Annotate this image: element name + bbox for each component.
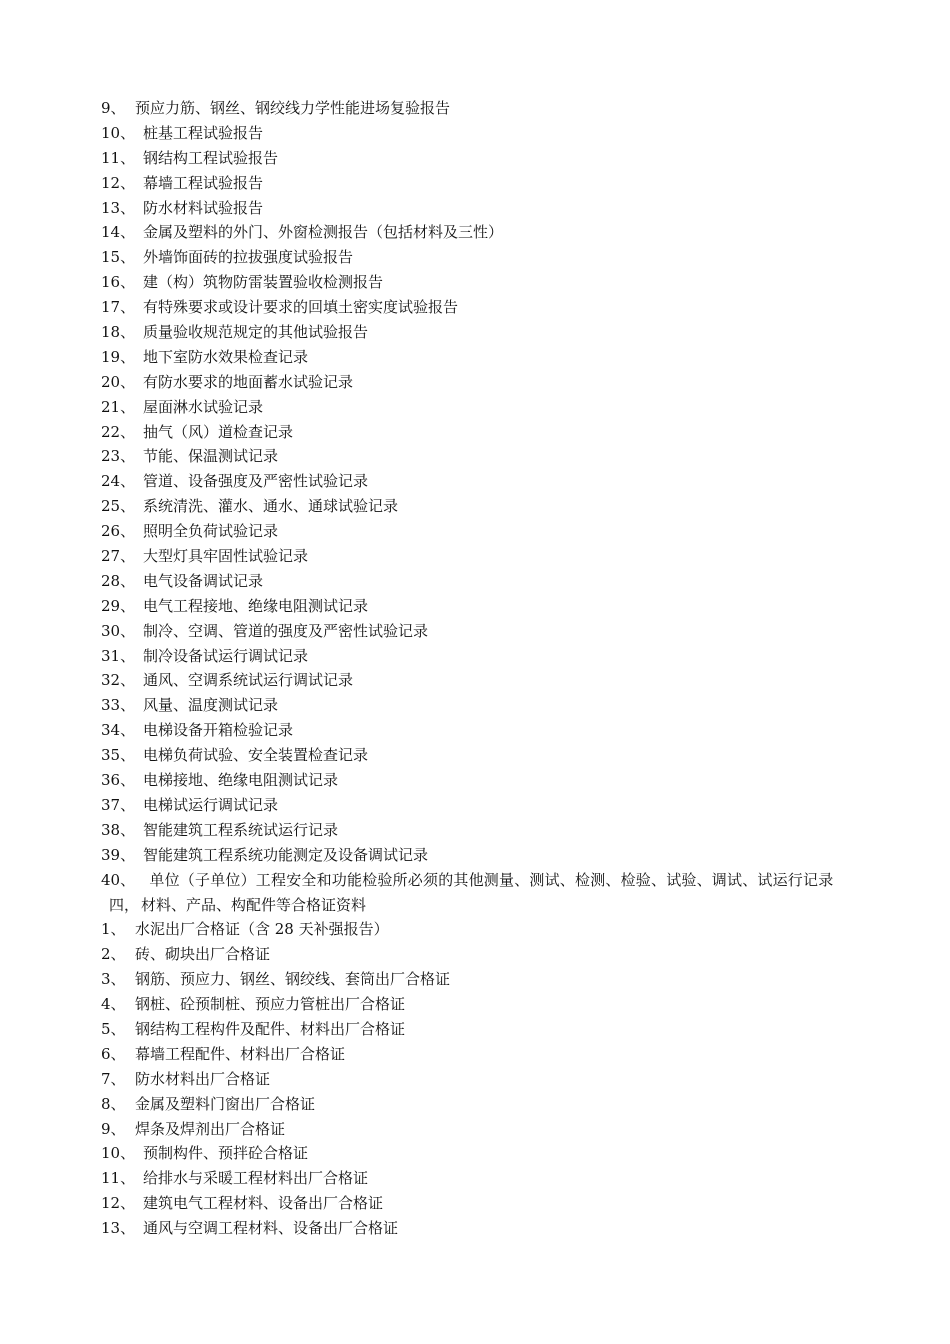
section-title: 材料、产品、构配件等合格证资料 [141,895,367,914]
item-number: 38、 [101,820,136,839]
item-number: 4、 [101,995,126,1014]
item-number: 32、 [101,671,136,690]
list-item [101,1166,861,1191]
item-text: 制冷设备试运行调试记录 [143,646,309,665]
list-item [101,1191,861,1216]
item-text: 防水材料出厂合格证 [135,1069,271,1088]
list-item [101,644,861,669]
item-number: 40、 [101,870,136,889]
item-text: 防水材料试验报告 [143,198,264,217]
item-text: 金属及塑料门窗出厂合格证 [135,1094,316,1113]
list-item [101,967,861,992]
item-text: 水泥出厂合格证（含 28 天补强报告） [135,920,389,939]
item-text: 金属及塑料的外门、外窗检测报告（包括材料及三性） [143,223,504,242]
list-item [101,320,861,345]
item-number: 2、 [101,945,126,964]
item-text: 抽气（风）道检查记录 [143,422,294,441]
item-text: 钢筋、预应力、钢丝、钢绞线、套筒出厂合格证 [135,970,451,989]
item-text: 照明全负荷试验记录 [143,522,279,541]
test-records-list [101,96,861,868]
item-number: 12、 [101,173,136,192]
item-text: 通风与空调工程材料、设备出厂合格证 [143,1219,399,1238]
item-number: 22、 [101,422,136,441]
list-item [101,818,861,843]
list-item [101,420,861,445]
item-number: 24、 [101,472,136,491]
item-text: 外墙饰面砖的拉拔强度试验报告 [143,248,354,267]
list-item [101,295,861,320]
list-item [101,793,861,818]
item-number: 31、 [101,646,136,665]
list-item [101,1067,861,1092]
list-item [101,594,861,619]
item-text: 预制构件、预拌砼合格证 [143,1144,309,1163]
list-item [101,1092,861,1117]
item-number: 20、 [101,372,136,391]
item-number: 9、 [101,1119,126,1138]
item-number: 15、 [101,248,136,267]
item-text: 幕墙工程试验报告 [143,173,264,192]
certificates-list [101,917,861,1241]
list-item [101,917,861,942]
list-item [101,718,861,743]
list-item [101,1042,861,1067]
item-number: 16、 [101,273,136,292]
item-number: 29、 [101,596,136,615]
item-number: 26、 [101,522,136,541]
item-number: 23、 [101,447,136,466]
item-text: 制冷、空调、管道的强度及严密性试验记录 [143,621,429,640]
item-text: 钢结构工程试验报告 [143,148,279,167]
list-item [101,619,861,644]
item-text: 焊条及焊剂出厂合格证 [135,1119,286,1138]
item-number: 14、 [101,223,136,242]
item-number: 8、 [101,1094,126,1113]
item-number: 1、 [101,920,126,939]
item-text: 电梯试运行调试记录 [143,795,279,814]
list-item [101,171,861,196]
list-item [101,544,861,569]
item-number: 6、 [101,1044,126,1063]
item-text: 大型灯具牢固性试验记录 [143,547,309,566]
item-number: 19、 [101,347,136,366]
item-number: 11、 [101,1169,136,1188]
item-text: 通风、空调系统试运行调试记录 [143,671,354,690]
item-text: 有防水要求的地面蓄水试验记录 [143,372,354,391]
list-item [101,395,861,420]
item-number: 3、 [101,970,126,989]
list-item [101,693,861,718]
item-text: 电梯负荷试验、安全装置检查记录 [143,746,369,765]
list-item [101,444,861,469]
item-number: 27、 [101,547,136,566]
item-text: 电气设备调试记录 [143,571,264,590]
list-item [101,196,861,221]
list-item [101,569,861,594]
item-number: 28、 [101,571,136,590]
list-item [101,220,861,245]
list-item [101,494,861,519]
item-number: 18、 [101,323,136,342]
item-text: 质量验收规范规定的其他试验报告 [143,323,369,342]
item-text: 屋面淋水试验记录 [143,397,264,416]
item-text: 钢结构工程构件及配件、材料出厂合格证 [135,1019,406,1038]
item-text: 桩基工程试验报告 [143,123,264,142]
item-number: 34、 [101,721,136,740]
item-text: 钢桩、砼预制桩、预应力管桩出厂合格证 [135,995,406,1014]
item-text: 建筑电气工程材料、设备出厂合格证 [143,1194,384,1213]
list-item-40 [101,868,861,893]
list-item [101,768,861,793]
item-text: 有特殊要求或设计要求的回填土密实度试验报告 [143,298,459,317]
list-item [101,370,861,395]
item-number: 17、 [101,298,136,317]
item-text: 节能、保温测试记录 [143,447,279,466]
item-number: 5、 [101,1019,126,1038]
list-item [101,146,861,171]
item-number: 12、 [101,1194,136,1213]
list-item [101,1017,861,1042]
item-text: 单位（子单位）工程安全和功能检验所必须的其他测量、测试、检测、检验、试验、调试、试运行记录 [149,870,834,889]
list-item [101,942,861,967]
list-item [101,992,861,1017]
item-number: 36、 [101,771,136,790]
item-text: 建（构）筑物防雷装置验收检测报告 [143,273,384,292]
item-number: 33、 [101,696,136,715]
list-item [101,345,861,370]
section-number: 四， [109,895,140,914]
item-text: 地下室防水效果检查记录 [143,347,309,366]
list-item [101,270,861,295]
item-text: 风量、温度测试记录 [143,696,279,715]
list-item [101,245,861,270]
item-text: 砖、砌块出厂合格证 [135,945,271,964]
item-text: 管道、设备强度及严密性试验记录 [143,472,369,491]
list-item [101,668,861,693]
item-number: 13、 [101,1219,136,1238]
list-item [101,469,861,494]
list-item [101,843,861,868]
item-number: 35、 [101,746,136,765]
item-text: 给排水与采暖工程材料出厂合格证 [143,1169,369,1188]
item-text: 幕墙工程配件、材料出厂合格证 [135,1044,346,1063]
item-number: 7、 [101,1069,126,1088]
section-heading [101,893,861,918]
list-item [101,121,861,146]
item-text: 智能建筑工程系统试运行记录 [143,820,339,839]
item-number: 11、 [101,148,136,167]
item-number: 39、 [101,845,136,864]
item-number: 21、 [101,397,136,416]
item-text: 预应力筋、钢丝、钢绞线力学性能进场复验报告 [135,99,451,117]
item-number: 30、 [101,621,136,640]
item-text: 智能建筑工程系统功能测定及设备调试记录 [143,845,429,864]
item-number: 37、 [101,795,136,814]
list-item [101,743,861,768]
item-text: 电梯接地、绝缘电阻测试记录 [143,771,339,790]
document-list [101,96,861,1241]
item-number: 9、 [101,99,126,117]
item-number: 13、 [101,198,136,217]
list-item [101,1141,861,1166]
item-text: 电梯设备开箱检验记录 [143,721,294,740]
list-item [101,1117,861,1142]
list-item [101,519,861,544]
item-text: 电气工程接地、绝缘电阻测试记录 [143,596,369,615]
item-number: 10、 [101,123,136,142]
item-text: 系统清洗、灌水、通水、通球试验记录 [143,497,399,516]
item-number: 25、 [101,497,136,516]
list-item [101,1216,861,1241]
item-number: 10、 [101,1144,136,1163]
list-item [101,96,861,121]
